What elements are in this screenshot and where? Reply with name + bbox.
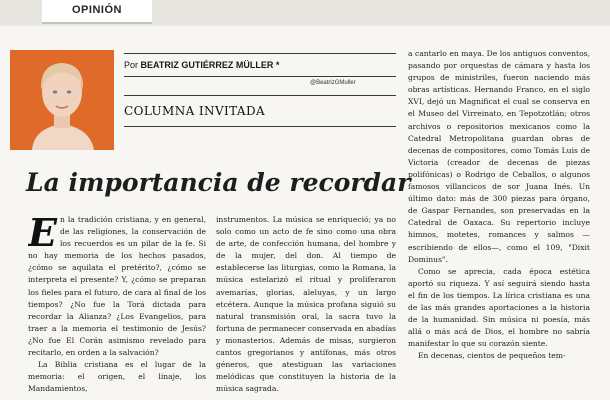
article-headline: La importancia de recordar — [26, 168, 411, 197]
paragraph-text: n la tradición cristiana, y en general, de las religiones, la conservación de los recuerdos es un pilar de la fe. Si no hay memoria de los hechos pasados, ¿cómo se aquilata el pretérito?, ¿cómo se interpreta el presente? Y, ¿cómo se preparan los fieles para el futuro, de cara al final de los tiempos? ¿No fue la Torá dictada para recordar la Alianza? ¿Los Evangelios, para traer a la memoria el testimonio de Jesús? ¿No fue El Corán asimismo revelado para recitarlo, en orden a la salvación? — [28, 215, 206, 358]
article-paragraph: La Biblia cristiana es el lugar de la memoria: el origen, el linaje, los Mandamientos, — [28, 360, 206, 394]
drop-cap: E — [28, 214, 57, 255]
section-label: OPINIÓN — [72, 4, 122, 16]
author-byline — [124, 60, 279, 70]
header-rule-bottom — [124, 126, 396, 127]
article-column-2 — [216, 214, 396, 400]
article-paragraph: En decenas, cientos de pequeños tem- — [418, 351, 566, 361]
article-column-3 — [408, 48, 590, 400]
header-rule-lower — [124, 95, 396, 96]
section-bar — [0, 0, 610, 26]
article-paragraph: a cantarlo en maya. De los antiguos conventos, pasando por orquestas de cámara y hasta los grupos de ministriles, fueron naciendo más obras artísticas. Hernando Franco, en el siglo XVI, dejó un Magnificat el cual se conserva en el Museo del Virreinato, en Tepotzotlán; otros archivos o repositorios mexicanos como la Catedral Metropolitana guardan obras de decenas de compositores, como Tomás Luis de Victoria (creador de decenas de piezas polifónicas) o Rodrigo de Ceballos, o algunos famosos villancicos de sor Juana Inés. Un último dato: más de 300 piezas para órgano, de Gaspar Fernandes, son preservadas en la Catedral de Oaxaca. Su repertorio incluye himnos, motetes, romances y salmos —escribiendo de ellos—, como el 109, "Dixit Dominus". — [408, 49, 590, 264]
byline-prefix: Por — [124, 60, 139, 70]
article-paragraph: instrumentos. La música se enriqueció; ya no solo como un acto de fe sino como una obra de arte, de confección humana, del hombre y de la mujer, del don. Al tiempo de establecerse las liturgias, como la Romana, la música estelarizó el ritual y proliferaron avemarías, glorias, aleluyas, y un largo etcétera. Aunque la música profana siguió su natural transmisión oral, la sacra tuvo la fortuna de permanecer conservada en abadías y monasterios. Además de misas, surgieron cantos gregorianos y antífonas, más otros géneros, que atestiguan las variaciones melódicas que constituyen la historia de la música sagrada. — [216, 215, 396, 394]
header-rule-top — [124, 53, 396, 54]
article-column-1 — [28, 214, 206, 400]
author-photo — [10, 50, 114, 150]
author-name: BEATRIZ GUTIÉRREZ MÜLLER * — [140, 60, 280, 70]
article-paragraph: Como se aprecia, cada época estética aportó su riqueza. Y así seguirá siendo hasta el fin de los tiempos. La lírica cristiana es una de las más grandes aportaciones a la historia de la humanidad. Sin música ni poesía, más allá o más acá de Dios, el hombre no sabría manifestar lo que su corazón siente. — [408, 266, 590, 349]
author-handle: @BeatrizGMuller — [310, 80, 356, 86]
author-portrait-icon — [10, 50, 114, 150]
header-rule-mid — [124, 76, 396, 77]
column-label: COLUMNA INVITADA — [124, 104, 266, 118]
article-paragraph — [28, 214, 206, 359]
